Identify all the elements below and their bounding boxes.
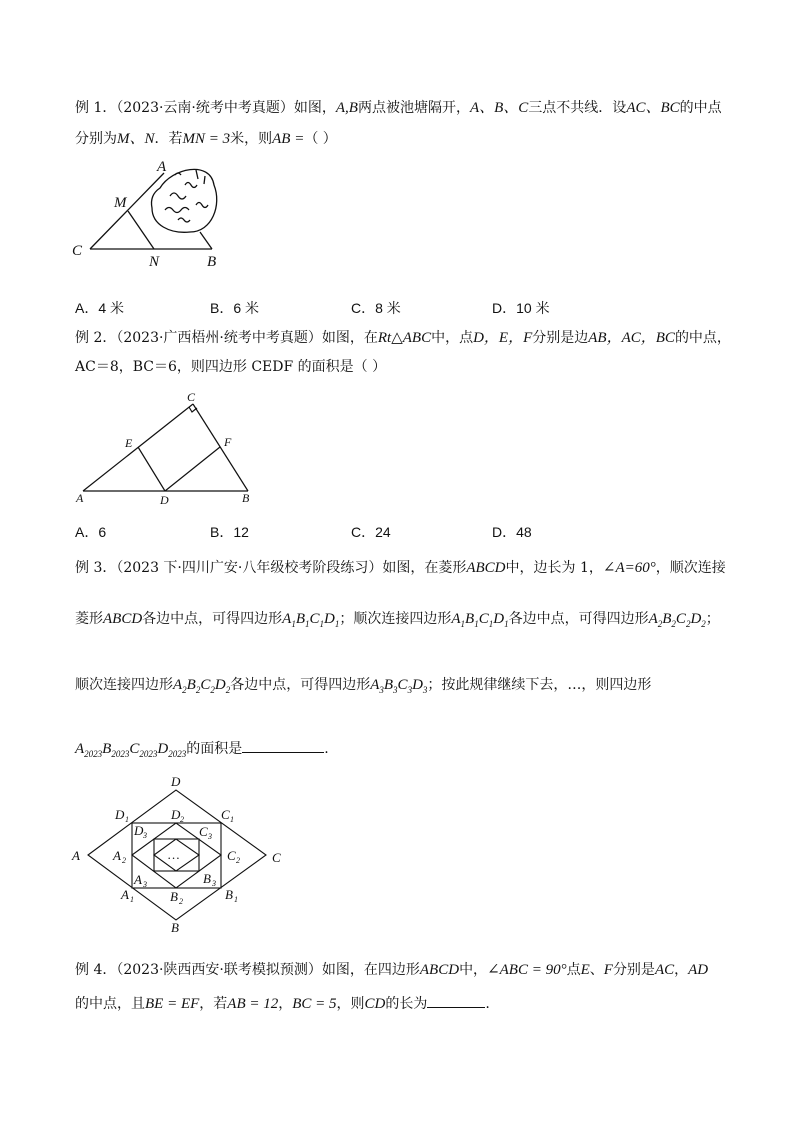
q3-labels — [71, 774, 281, 935]
pond-shape — [151, 169, 216, 232]
label-a2-sub: 2 — [122, 856, 126, 865]
q2-labels — [75, 390, 250, 507]
label-b: B — [171, 920, 179, 935]
quad-a2b2c2d2: $A_2B_2C_2D_2$ — [648, 611, 706, 629]
label-b1: B — [225, 887, 233, 902]
q1-option-b[interactable]: B．6 米 — [210, 300, 260, 316]
q1-labels — [72, 159, 216, 270]
label-d1-sub: 1 — [125, 815, 129, 824]
q1-option-a[interactable]: A．4 米 — [75, 300, 125, 316]
label-b3-sub: 3 — [212, 879, 216, 888]
segment-ca — [90, 173, 164, 249]
pond-squiggle — [178, 218, 190, 222]
q2-option-b[interactable]: B．12 — [210, 524, 249, 540]
pond-squiggle — [185, 183, 197, 188]
label-b: B — [242, 491, 250, 505]
segment-ed — [138, 447, 165, 491]
q3-line2: 菱形ABCD各边中点，可得四边形$A_1B_1C_1D_1$；顺次连接四边形$A_1B_1C_1D_1$各边中点，可得四边形$A_2B_2C_2D_2$； — [75, 611, 720, 629]
label-c3-sub: 3 — [208, 832, 212, 841]
label-a1: A — [121, 887, 129, 902]
label-dots: … — [168, 847, 180, 862]
label-a3-sub: 3 — [143, 880, 147, 889]
quad-a3b3c3d3: $A_3B_3C_3D_3$ — [370, 677, 428, 695]
label-a: A — [72, 848, 80, 863]
label-b1-sub: 1 — [234, 895, 238, 904]
pond-squiggle — [196, 203, 208, 208]
segment-mn — [128, 211, 154, 249]
label-a1-sub: 1 — [130, 895, 134, 904]
segment-df — [165, 447, 220, 491]
label-b3: B — [203, 871, 211, 886]
label-a2: A — [113, 848, 121, 863]
label-c: C — [72, 243, 83, 259]
q4-line1: 例 4．（2023·陕西西安·联考模拟预测）如图，在四边形ABCD中，∠ABC = 90°点E、F分别是AC，AD — [75, 962, 709, 978]
quad-a1b1c1d1: $A_1B_1C_1D_1$ — [282, 611, 340, 629]
label-c2-sub: 2 — [236, 856, 240, 865]
q1-option-d[interactable]: D．10 米 — [492, 300, 550, 316]
label-c3: C — [199, 824, 208, 839]
label-d3-sub: 3 — [143, 831, 147, 840]
label-c1: C — [221, 807, 230, 822]
label-a: A — [76, 491, 84, 505]
label-e: E — [125, 436, 133, 450]
quad-a2b2c2d2: $A_2B_2C_2D_2$ — [173, 677, 231, 695]
q1-line1: 例 1．（2023·云南·统考中考真题）如图，A,B两点被池塘隔开，A、B、C三点不共线．设AC、BC的中点 — [75, 100, 722, 116]
label-d3: D — [134, 823, 144, 838]
quad-a2023: $A_{2023}B_{2023}C_{2023}D_{2023}$ — [75, 741, 187, 759]
q1-figure — [90, 169, 217, 249]
q2-line1: 例 2．（2023·广西梧州·统考中考真题）如图，在Rt△ABC中，点D，E，F分别是边AB，AC，BC的中点， — [75, 330, 731, 346]
label-m: M — [114, 195, 127, 211]
label-c: C — [272, 850, 281, 865]
label-d1: D — [115, 807, 125, 822]
label-d: D — [160, 493, 169, 507]
pond-tick — [204, 176, 205, 184]
quad-a1b1c1d1: $A_1B_1C_1D_1$ — [451, 611, 509, 629]
q3-answer-blank[interactable] — [242, 738, 324, 753]
label-a3: A — [134, 872, 142, 887]
label-b2-sub: 2 — [179, 897, 183, 906]
pond-squiggle — [165, 208, 189, 213]
label-b: B — [207, 254, 217, 270]
pond-squiggle — [170, 193, 186, 199]
segment-pond-b — [200, 232, 212, 249]
label-a: A — [157, 159, 167, 175]
pond-tick — [196, 170, 198, 179]
q4-answer-blank[interactable] — [427, 993, 485, 1008]
label-d2-sub: 2 — [180, 815, 184, 824]
q4-line2: 的中点，且BE = EF，若AB = 12，BC = 5，则CD的长为 . — [75, 993, 490, 1014]
label-c1-sub: 1 — [230, 815, 234, 824]
q2-option-d[interactable]: D．48 — [492, 524, 532, 540]
label-b2: B — [170, 889, 178, 904]
label-d2: D — [171, 807, 181, 822]
q1-option-c[interactable]: C．8 米 — [351, 300, 401, 316]
q2-option-c[interactable]: C．24 — [351, 524, 391, 540]
label-c2: C — [227, 848, 236, 863]
label-f: F — [224, 435, 232, 449]
q2-option-a[interactable]: A．6 — [75, 524, 107, 540]
q3-line4: $A_{2023}B_{2023}C_{2023}D_{2023}$的面积是 . — [75, 738, 329, 764]
segment-cb — [193, 404, 248, 491]
q2-line2: AC＝8，BC＝6，则四边形 CEDF 的面积是（ ） — [75, 359, 387, 375]
label-c: C — [187, 390, 196, 404]
label-n: N — [149, 254, 160, 270]
label-d: D — [171, 774, 181, 789]
q3-line1: 例 3．（2023 下·四川广安·八年级校考阶段练习）如图，在菱形ABCD中，边长为 1，∠A=60°，顺次连接 — [75, 560, 726, 576]
q1-line2: 分别为M、N．若MN = 3米，则AB =（ ） — [75, 131, 337, 147]
pond-squiggle — [175, 173, 181, 175]
q3-line3: 顺次连接四边形$A_2B_2C_2D_2$各边中点，可得四边形$A_3B_3C_3D_3$；按此规律继续下去，…，则四边形 — [75, 677, 652, 695]
